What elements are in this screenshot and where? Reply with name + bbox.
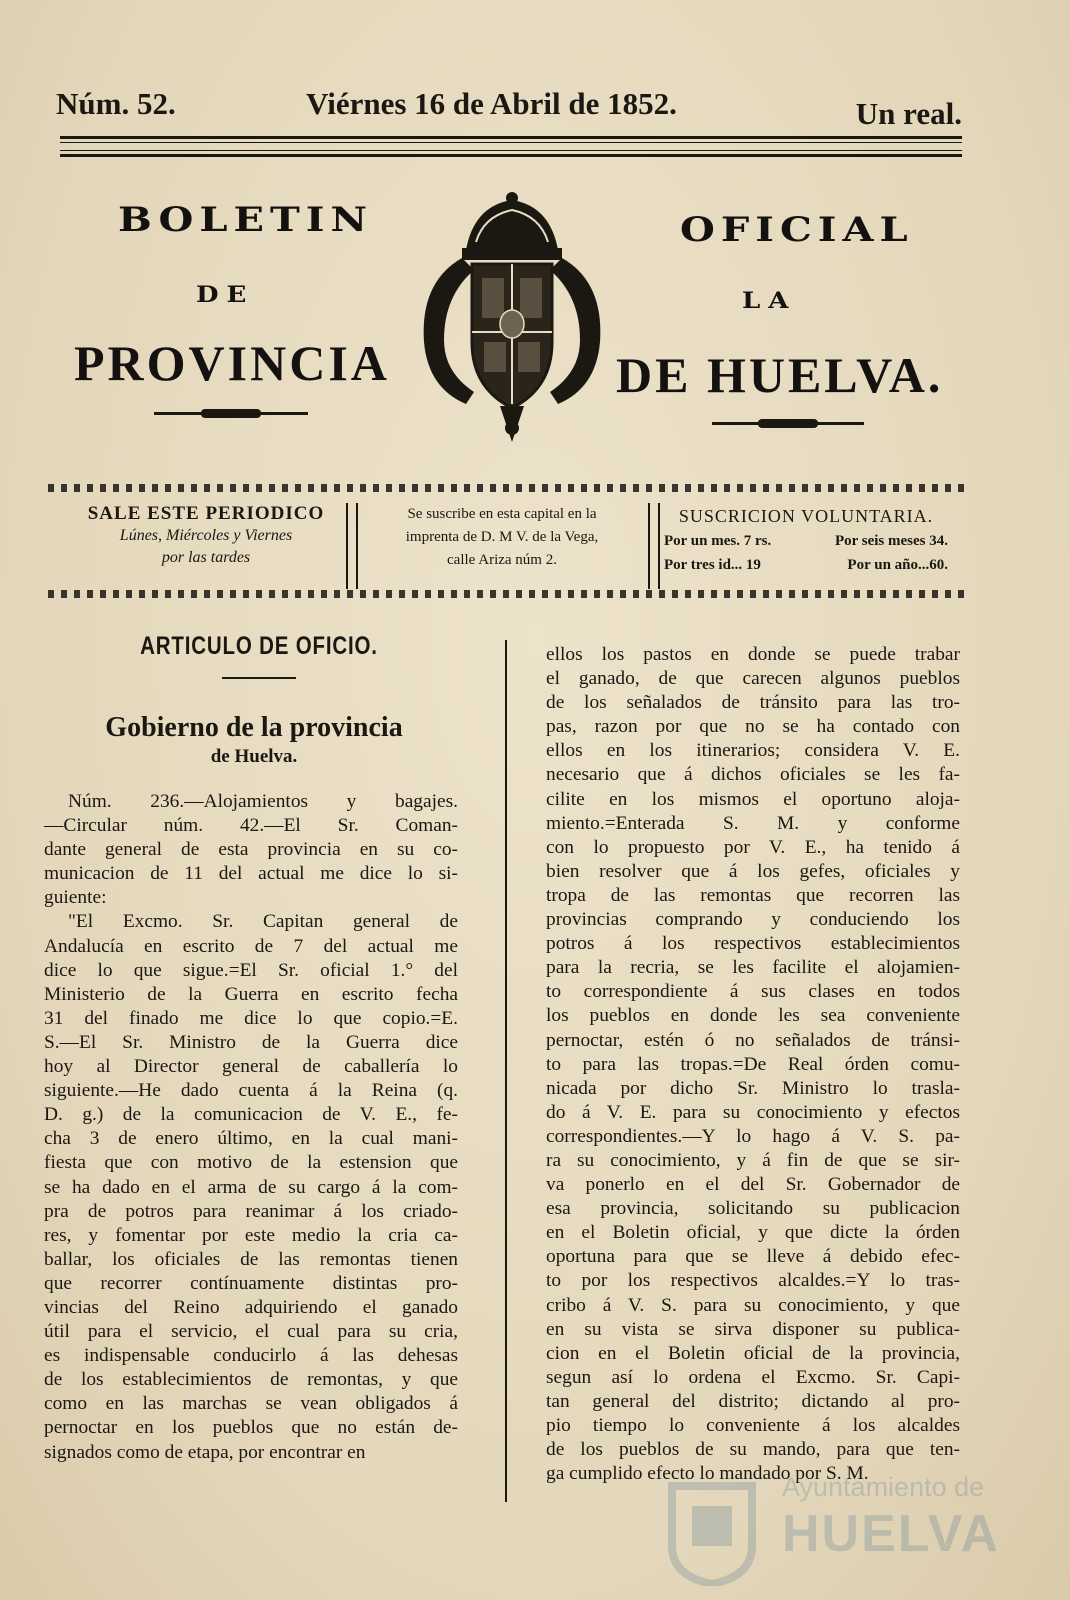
article-line: res, y fomentar por este medio la cria ca- [44, 1224, 458, 1246]
article-line: el ganado, de que carecen algunos pueblos [546, 668, 960, 690]
article-line: ballar, los oficiales de las remontas tienen [44, 1248, 458, 1270]
masthead-word-oficial: OFICIAL [680, 209, 914, 250]
article-line: to por los respectivos alcaldes.=Y lo tras- [546, 1270, 960, 1292]
article-line: en su vista se sirva disponer su publica- [546, 1318, 960, 1340]
masthead-word-de: DE [196, 282, 255, 308]
article-line: segun así lo ordena el Excmo. Sr. Capi- [546, 1366, 960, 1388]
article-line: 31 del finado me dice lo que copio.=E. [44, 1007, 458, 1029]
article-line: miento.=Enterada S. M. y conforme [546, 812, 960, 834]
article-line: cilite en los mismos el oportuno aloja- [546, 788, 960, 810]
article-line: to para las tropas.=De Real órden comu- [546, 1053, 960, 1075]
article-line: pio tiempo lo conveniente á los alcaldes [546, 1415, 960, 1436]
article-line: para la recria, se les facilite el alojamien- [546, 957, 960, 979]
royal-crest-icon [414, 192, 610, 447]
right-column-text [546, 643, 960, 1486]
column-divider [505, 640, 507, 1502]
article-line: to correspondiente á sus clases en todos [546, 981, 960, 1003]
article-line: pernoctar, estén ó no señalados de tránsi- [546, 1029, 960, 1051]
subscription-place-line1: Se suscribe en esta capital en la [407, 506, 597, 522]
masthead-word-boletin: BOLETIN [118, 199, 374, 240]
article-line: pas, razon por que no se ha contado con [546, 716, 960, 738]
article-line: va ponerlo en el del Sr. Gobernador de [546, 1174, 960, 1196]
article-line: de los pueblos de su mando, para que ten- [546, 1439, 960, 1461]
masthead-word-provincia: PROVINCIA [74, 335, 390, 391]
article-line: con lo propuesto por V. E., ha tenido á [546, 836, 960, 858]
archive-watermark [662, 1466, 1002, 1586]
section-rule [222, 677, 296, 679]
article-line: siguiente.—He dado cuenta á la Reina (q. [44, 1080, 458, 1102]
article-line: D. g.) de la comunicacion de V. E., fe- [44, 1104, 458, 1126]
article-line: que recorrer contínuamente distintas pro- [44, 1272, 458, 1294]
article-line: dice lo que sigue.=El Sr. oficial 1.° del [44, 959, 458, 981]
article-line: Ministerio de la Guerra en escrito fecha [44, 983, 458, 1005]
left-column-text [44, 790, 458, 1465]
band-border-bottom [48, 590, 966, 598]
flourish-left [154, 412, 308, 415]
subscription-place-line3: calle Ariza núm 2. [447, 552, 557, 568]
rate-row-1 [664, 529, 948, 553]
article-line: —Circular núm. 42.—El Sr. Coman- [44, 815, 458, 837]
article-line: dante general de esta provincia en su co- [44, 839, 458, 861]
header-rule-lower [60, 150, 962, 157]
article-line: cribo á V. S. para su conocimiento, y que [546, 1294, 960, 1316]
voluntary-subscription-title: SUSCRICION VOLUNTARIA. [678, 506, 934, 526]
masthead-word-la: LA [742, 288, 797, 314]
article-line: potros á los respectivos establecimientos [546, 933, 960, 955]
article-line: útil para el servicio, el cual para su cria, [44, 1321, 458, 1343]
article-line: se ha dado en el arma de su cargo á la com- [44, 1176, 458, 1198]
publication-days-line1: Lúnes, Miércoles y Viernes [119, 527, 293, 544]
article-line: cion en el Boletin oficial de la provincia, [546, 1342, 960, 1364]
article-line: tan general del distrito; dictando al pro- [546, 1390, 960, 1412]
article-line: fiesta que con motivo de la estension que [44, 1152, 458, 1174]
article-line: como en las marchas se vean obligados á [44, 1393, 458, 1415]
article-line: vincias del Reino adquiriendo el ganado [44, 1296, 458, 1318]
voluntary-subscription-box [664, 503, 948, 589]
article-line: pernoctar en los pueblos que no están de- [44, 1417, 458, 1439]
article-line: en el Boletin oficial, y que dicte la órden [546, 1222, 960, 1244]
article-line: de los señalados de tránsito para las tro- [546, 692, 960, 714]
article-line: ga cumplido efecto lo mandado por S. M. [546, 1463, 869, 1485]
issue-number: Núm. 52. [56, 86, 176, 121]
article-line: guiente: [44, 887, 107, 909]
article-line: "El Excmo. Sr. Capitan general de [68, 911, 458, 933]
city-seal-icon [662, 1466, 762, 1586]
section-title: ARTICULO DE OFICIO. [140, 632, 378, 660]
article-line: provincias comprando y conduciendo los [546, 909, 960, 931]
article-line: Núm. 236.—Alojamientos y bagajes. [68, 791, 458, 812]
publication-days-box [70, 503, 342, 589]
issue-date: Viérnes 16 de Abril de 1852. [306, 86, 677, 121]
article-line: bien resolver que á los gefes, oficiales y [546, 860, 960, 882]
government-title: Gobierno de la provincia [105, 712, 403, 743]
band-separator-2 [648, 503, 660, 589]
rate-row-2 [664, 553, 948, 577]
article-line: esa provincia, solicitando su publicacion [546, 1198, 960, 1220]
article-line: Andalucía en escrito de 7 del actual me [44, 935, 458, 957]
subscription-place-box [366, 503, 638, 589]
article-line: correspondientes.—Y lo hago á V. S. pa- [546, 1125, 960, 1147]
rate-six-months: Por seis meses 34. [834, 533, 948, 549]
article-line: nicada por dicho Sr. Ministro lo trasla- [546, 1077, 960, 1099]
watermark-line1: Ayuntamiento de [782, 1472, 985, 1502]
publication-days-title: SALE ESTE PERIODICO [87, 503, 325, 524]
rate-three-months: Por tres id... 19 [664, 557, 761, 573]
article-line: do á V. E. para su conocimiento y efectos [546, 1101, 960, 1123]
article-line: cha 3 de enero último, en la cual mani- [44, 1128, 458, 1150]
watermark-line2: HUELVA [782, 1505, 1001, 1563]
rate-month: Por un mes. 7 rs. [664, 533, 772, 549]
publication-days-line2: por las tardes [161, 549, 251, 566]
article-line: oportuna para que se lleve á debido efec- [546, 1246, 960, 1268]
article-line: de los establecimientos de remontas, y que [44, 1369, 458, 1391]
article-line: signados como de etapa, por encontrar en [44, 1441, 366, 1463]
masthead-word-huelva: DE HUELVA. [616, 347, 944, 403]
article-line: es indispensable conducirlo á las dehesas [44, 1345, 458, 1367]
issue-line [56, 86, 962, 131]
article-line: ra su conocimiento, y á fin de que se sir- [546, 1149, 960, 1171]
issue-price: Un real. [855, 96, 962, 131]
article-line: hoy al Director general de caballería lo [44, 1056, 458, 1078]
article-line: ellos en los itinerarios; considera V. E. [546, 740, 960, 762]
subscription-place-line2: imprenta de D. M V. de la Vega, [405, 529, 599, 545]
article-line: tropa de las remontas que recorren las [546, 884, 960, 906]
article-line: pra de potros para reanimar á los criado- [44, 1200, 458, 1222]
article-line: necesario que á dichos oficiales se les fa- [546, 764, 960, 786]
government-subtitle: de Huelva. [210, 746, 298, 767]
article-line: ellos los pastos en donde se puede trabar [546, 644, 960, 665]
rate-year: Por un año...60. [847, 557, 948, 573]
band-border-top [48, 484, 966, 492]
flourish-right [712, 422, 864, 425]
article-line: S.—El Sr. Ministro de la Guerra dice [44, 1031, 458, 1053]
article-line: los pueblos en donde les sea conveniente [546, 1005, 960, 1027]
article-line: municacion de 11 del actual me dice lo si- [44, 863, 458, 885]
band-separator-1 [346, 503, 358, 589]
header-rule [60, 136, 962, 143]
